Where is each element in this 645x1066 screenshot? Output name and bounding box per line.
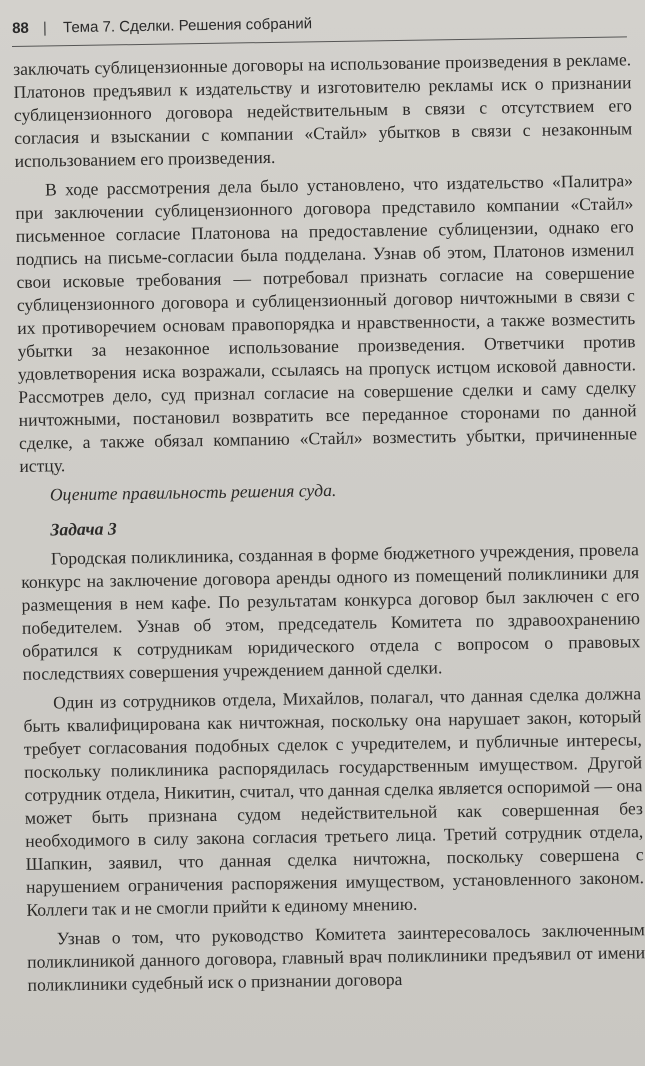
paragraph-case-facts: В ходе рассмотрения дела было установлено, что издательство «Палитра» при заключении сублицензионного договора представило компании «Стайл» письменное согласие Платонова на предоставление сублицензии, однако его подпись на письме-согласии была подделана. Узнав об этом, Платонов изменил свои исковые требования — потребовал признать согласие на совершение сублицензионного договора и сублицензионный договор ничтожными в связи с их противоречием основам правопорядка и нравственности, а также возместить убытки за незаконное использование произведения. Ответчики против удовлетворения иска возражали, ссылаясь на пропуск истцом исковой давности. Рассмотрев дело, суд признал согласие на совершение сделки и саму сделку ничтожными, постановил возвратить все переданное сторонами по данной сделке, а также обязал компанию «Стайл» возместить убытки, причиненные истцу. — [15, 170, 638, 476]
paragraph-continued: заключать сублицензионные договоры на использование произведения в рекламе. Платонов предъявил к издательству и изготовителю рекламы иск о признании сублицензионного договора недействительным в связи с отсутствием его согласия и взыскании с компании «Стайл» убытков в связи с незаконным использованием его произведения. — [13, 49, 633, 171]
task-question: Оцените правильность решения суда. — [49, 479, 337, 505]
page-number: 88 — [12, 19, 29, 37]
page-body — [13, 48, 645, 1003]
paragraph-task3-intro: Городская поликлиника, созданная в форме бюджетного учреждения, провела конкурс на заключение договора аренды одного из помещений поликлиники для размещения в нем кафе. По результатам конкурса договор был заключен с его победителем. Узнав об этом, председатель Комитета по здравоохранению обратился к сотрудникам юридического отдела с вопросом о правовых последствиях совершения учреждением данной сделки. — [21, 539, 641, 684]
chapter-title: Тема 7. Сделки. Решения собраний — [62, 15, 313, 37]
paragraph-task3-lawsuit: Узнав о том, что руководство Комитета заинтересовалось заключенным поликлиникой данного договора, главный врач поликлиники предъявил от имени поликлиники судебный иск о признании договора — [27, 919, 645, 995]
header-separator: | — [42, 19, 48, 37]
paragraph-task3-opinions: Один из сотрудников отдела, Михайлов, полагал, что данная сделка должна быть квалифицирована как ничтожная, поскольку она нарушает закон, который требует согласования подобных сделок с учредителем, и публичные интересы, поскольку поликлиника распорядилась государственным имуществом. Другой сотрудник отдела, Никитин, считал, что данная сделка является оспоримой — она может быть признана судом недействительной как совершенная без необходимого в силу закона согласия третьего лица. Третий сотрудник отдела, Шапкин, заявил, что данная сделка ничтожна, поскольку совершена с нарушением ограничения распоряжения имуществом, установленного законом. Коллеги так и не смогли прийти к единому мнению. — [23, 683, 645, 920]
task-heading: Задача 3 — [50, 518, 117, 540]
